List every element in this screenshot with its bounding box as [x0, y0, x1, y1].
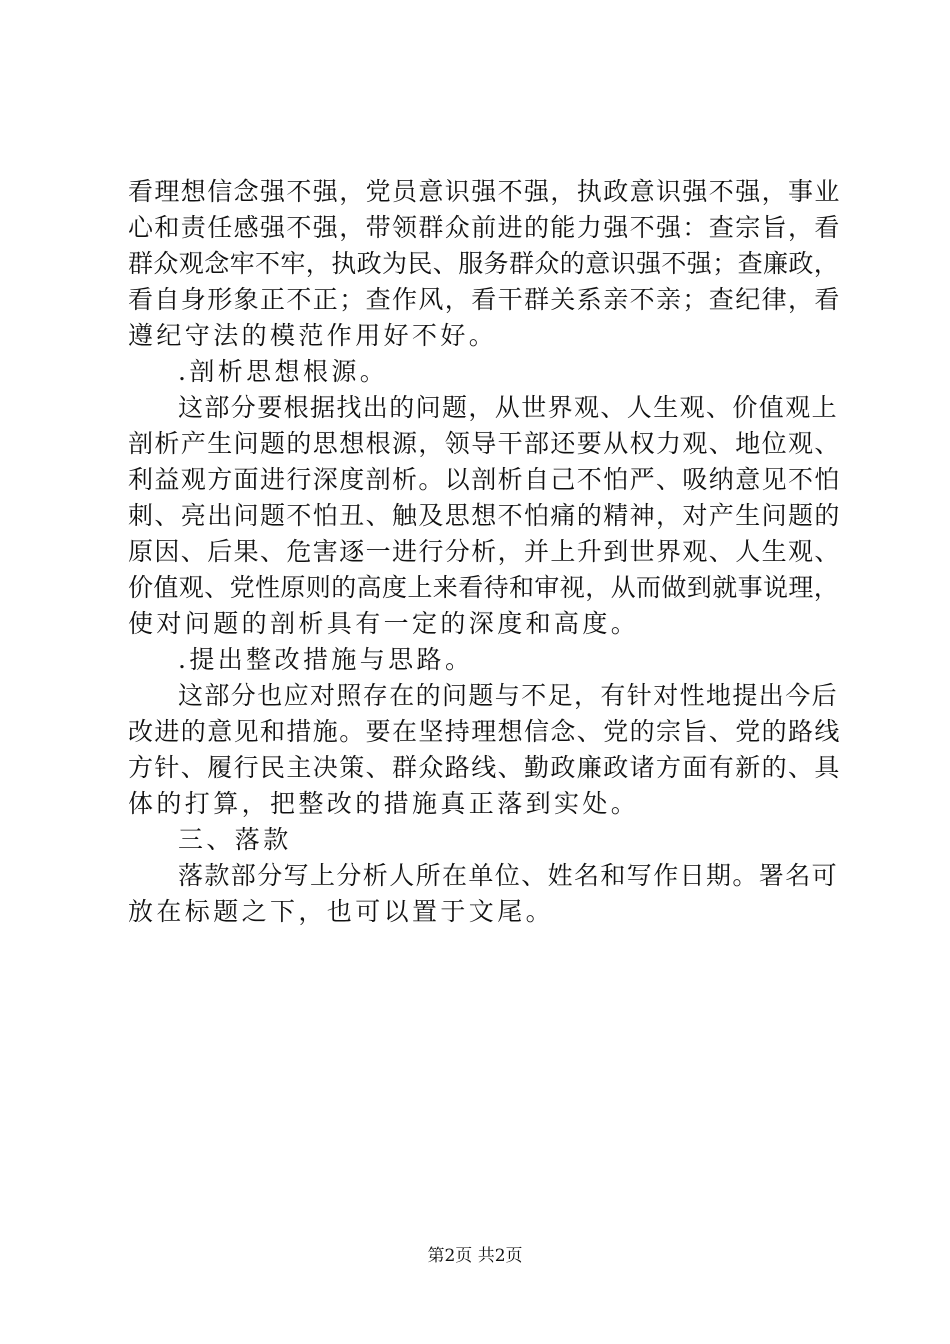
- text-line: 改进的意见和措施。要在坚持理想信念、党的宗旨、党的路线: [128, 717, 841, 746]
- section-heading: 三、落款: [178, 825, 292, 854]
- text-line: 放在标题之下，也可以置于文尾。: [128, 897, 555, 926]
- page-footer: 第2页 共2页: [427, 1246, 523, 1266]
- text-line: 看自身形象正不正；查作风，看干群关系亲不亲；查纪律，看: [128, 285, 841, 314]
- section-heading: .提出整改措施与思路。: [178, 645, 474, 674]
- text-line: 群众观念牢不牢，执政为民、服务群众的意识强不强；查廉政，: [128, 249, 840, 278]
- text-line: 价值观、党性原则的高度上来看待和审视，从而做到就事说理，: [128, 573, 840, 602]
- text-line: 落款部分写上分析人所在单位、姓名和写作日期。署名可: [178, 861, 839, 890]
- text-line: 心和责任感强不强，带领群众前进的能力强不强：查宗旨，看: [128, 213, 841, 242]
- text-line: 这部分要根据找出的问题，从世界观、人生观、价值观上: [178, 393, 839, 422]
- text-line: 体的打算，把整改的措施真正落到实处。: [128, 789, 640, 818]
- text-line: 这部分也应对照存在的问题与不足，有针对性地提出今后: [178, 681, 839, 710]
- text-line: 利益观方面进行深度剖析。以剖析自己不怕严、吸纳意见不怕: [128, 465, 841, 494]
- text-line: 刺、亮出问题不怕丑、触及思想不怕痛的精神，对产生问题的: [128, 501, 841, 530]
- text-line: 方针、履行民主决策、群众路线、勤政廉政诸方面有新的、具: [128, 753, 841, 782]
- section-heading: .剖析思想根源。: [178, 357, 389, 386]
- text-line: 原因、后果、危害逐一进行分析，并上升到世界观、人生观、: [128, 537, 841, 566]
- text-line: 剖析产生问题的思想根源，领导干部还要从权力观、地位观、: [128, 429, 841, 458]
- body-text: [128, 174, 840, 930]
- text-line: 看理想信念强不强，党员意识强不强，执政意识强不强，事业: [128, 177, 841, 206]
- text-line: 遵纪守法的模范作用好不好。: [128, 321, 498, 350]
- text-line: 使对问题的剖析具有一定的深度和高度。: [128, 609, 640, 638]
